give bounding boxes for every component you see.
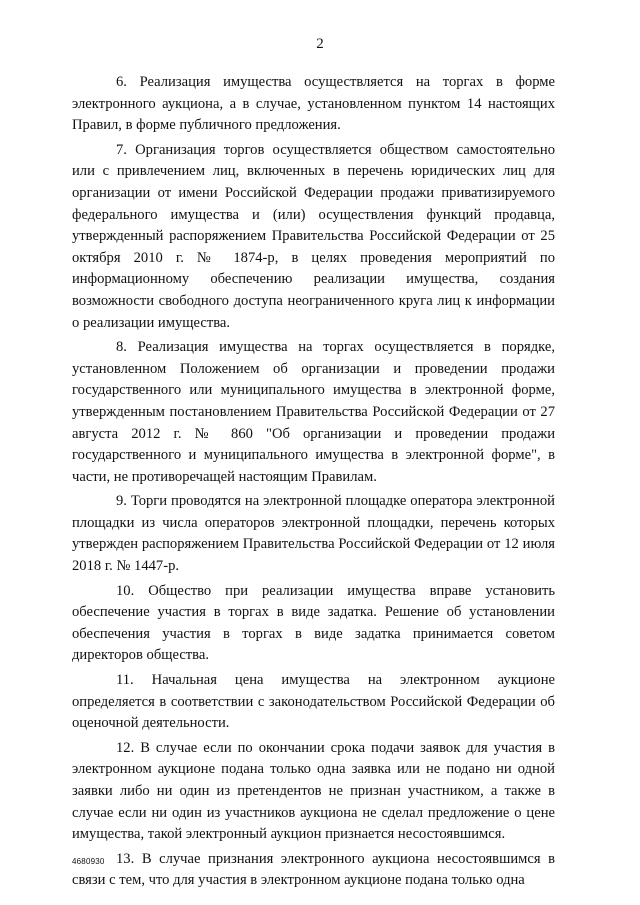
- paragraph-number: 8.: [116, 339, 127, 356]
- paragraph-text: В случае если по окончании срока подачи заявок для участия в электронном аукционе подана только одна заявка или не подано ни одной заявки либо ни один из претендентов не признан участником, а также в случае если ни один из участников аукциона не сделал предложение о цене имущества, такой электронный аукцион признается несостоявшимся.: [72, 739, 555, 843]
- paragraph-text: Общество при реализации имущества вправе установить обеспечение участия в торгах в виде задатка. Решение об установлении обеспечения участия в торгах в виде задатка принимается советом директоров общества.: [72, 582, 555, 664]
- paragraph-9: [72, 491, 555, 577]
- paragraph-text: Реализация имущества на торгах осуществляется в порядке, установленном Положением об организации и проведении продажи государственного или муниципального имущества в электронной форме, утвержденным постановлением Правительства Российской Федерации от 27 августа 2012 г. № 860 "Об организации и проведении продажи государственного и муниципального имущества в электронной форме", в части, не противоречащей настоящим Правилам.: [72, 339, 555, 485]
- paragraph-13: [72, 849, 555, 892]
- paragraph-number: 9.: [116, 493, 127, 510]
- paragraph-text: Организация торгов осуществляется обществом самостоятельно или с привлечением лиц, включенных в перечень юридических лиц для организации от имени Российской Федерации продажи приватизируемого федерального имущества и (или) осуществления функций продавца, утвержденный распоряжением Правительства Российской Федерации от 25 октября 2010 г. № 1874-р, в целях проведения мероприятий по информационному обеспечению реализации имущества, создания возможности свободного доступа неограниченного круга лиц к информации о реализации имущества.: [72, 141, 555, 331]
- paragraph-7: [72, 140, 555, 334]
- paragraph-text: Торги проводятся на электронной площадке оператора электронной площадки из числа операторов электронной площадки, перечень которых утвержден распоряжением Правительства Российской Федерации от 12 июля 2018 г. № 1447-р.: [72, 493, 555, 575]
- paragraph-number: 6.: [116, 74, 127, 90]
- paragraph-10: [72, 581, 555, 667]
- paragraph-12: [72, 738, 555, 846]
- paragraph-11: [72, 670, 555, 735]
- paragraph-6: [72, 72, 555, 137]
- document-code: 4680930: [72, 857, 105, 866]
- paragraph-number: 13.: [116, 850, 135, 867]
- paragraph-8: [72, 337, 555, 488]
- paragraph-text: В случае признания электронного аукциона несостоявшимся в связи с тем, что для участия в электронном аукционе подана только одна: [72, 850, 556, 889]
- paragraph-text: Реализация имущества осуществляется на торгах в форме электронного аукциона, а в случае, установленном пунктом 14 настоящих Правил, в форме публичного предложения.: [72, 74, 556, 134]
- page-number: 2: [316, 36, 324, 52]
- paragraph-text: Начальная цена имущества на электронном аукционе определяется в соответствии с законодательством Российской Федерации об оценочной деятельности.: [72, 672, 555, 732]
- paragraph-number: 10.: [116, 582, 135, 599]
- paragraph-number: 11.: [116, 672, 134, 689]
- document-body: [72, 72, 555, 892]
- paragraph-number: 7.: [116, 141, 127, 158]
- paragraph-number: 12.: [116, 739, 135, 756]
